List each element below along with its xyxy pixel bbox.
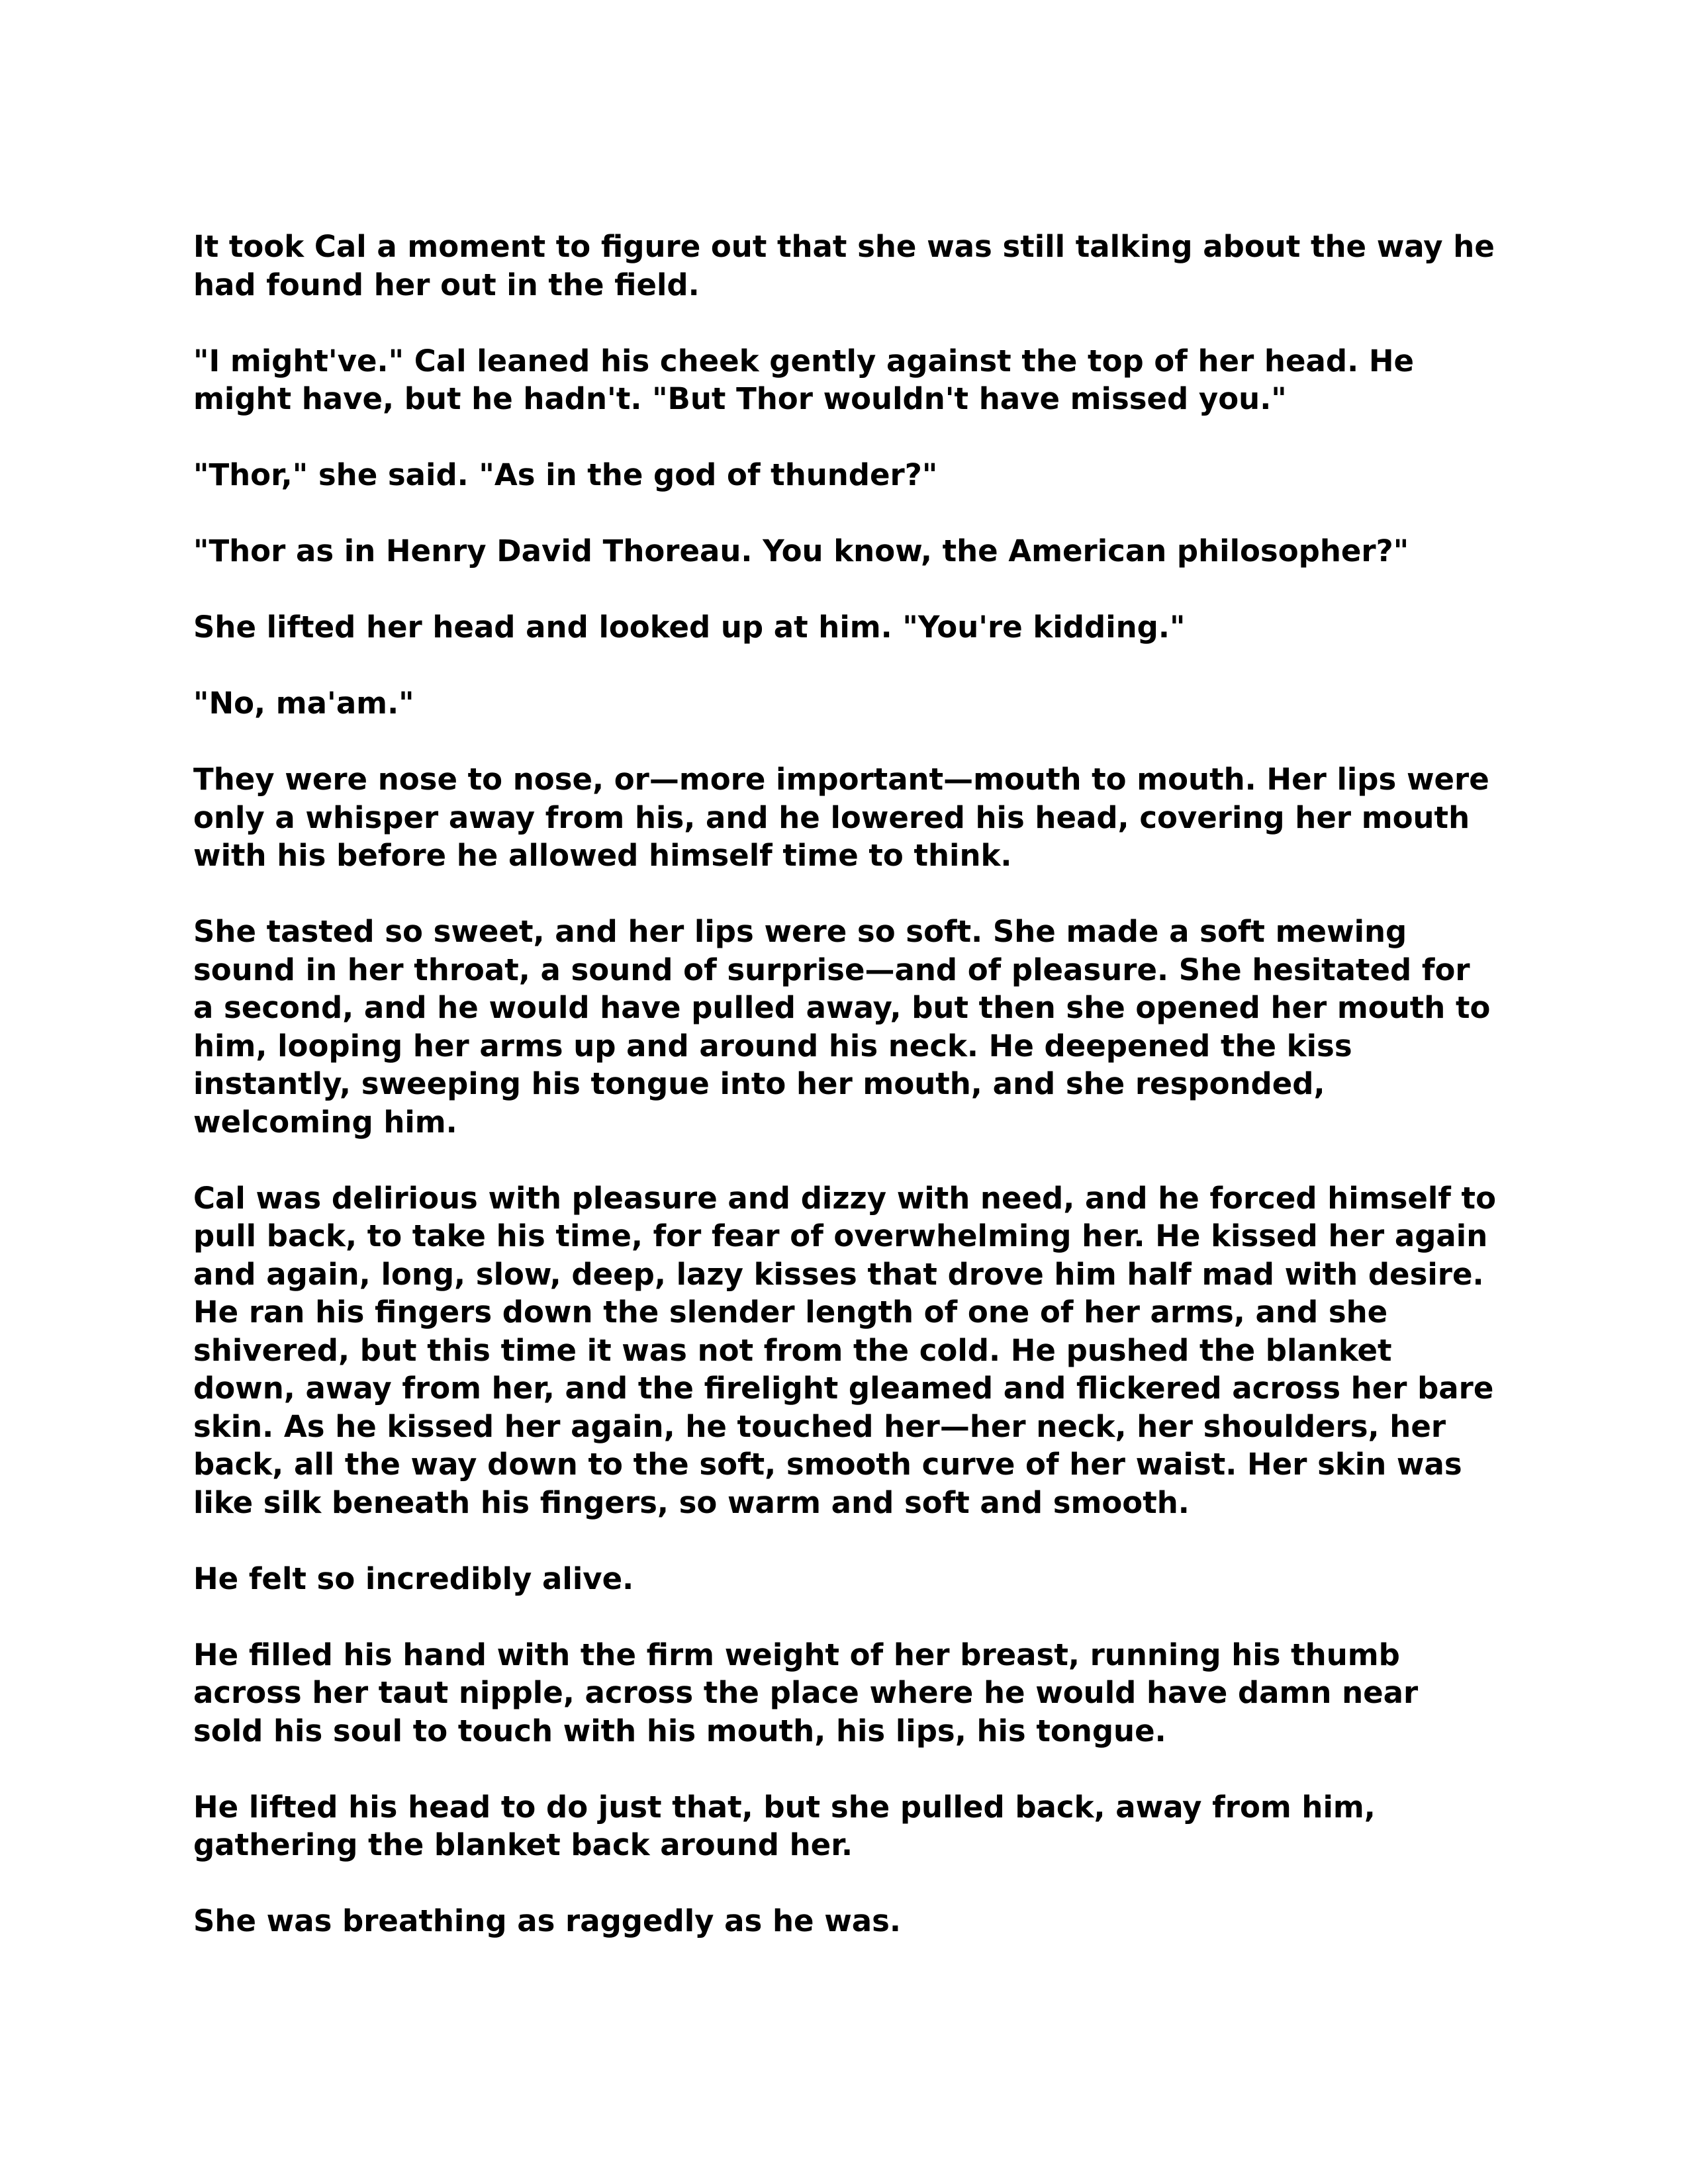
paragraph: Cal was delirious with pleasure and dizzy with need, and he forced himself to pull back, to take his time, for fear of overwhelming her. He kissed her again and again, long, slow, deep, lazy kisses that drove him half mad with desire. He ran his fingers down the slender length of one of her arms, and she shivered, but this time it was not from the cold. He pushed the blanket down, away from her, and the firelight gleamed and flickered across her bare skin. As he kissed her again, he touched her—her neck, her shoulders, her back, all the way down to the soft, smooth curve of her waist. Her skin was like silk beneath his fingers, so warm and soft and smooth. [193, 1180, 1496, 1520]
body-text [193, 228, 1497, 1940]
paragraph: He lifted his head to do just that, but she pulled back, away from him, gathering the blanket back around her. [193, 1789, 1376, 1862]
paragraph: She lifted her head and looked up at him. "You're kidding." [193, 610, 1186, 645]
paragraph: "Thor," she said. "As in the god of thunder?" [193, 457, 938, 492]
paragraph: "No, ma'am." [193, 686, 414, 721]
paragraph: He filled his hand with the firm weight of her breast, running his thumb across her taut nipple, across the place where he would have damn near sold his soul to touch with his mouth, his lips, his tongue. [193, 1637, 1419, 1749]
paragraph: They were nose to nose, or—more important—mouth to mouth. Her lips were only a whisper away from his, and he lowered his head, covering her mouth with his before he allowed himself time to think. [193, 762, 1489, 873]
paragraph: She tasted so sweet, and her lips were so soft. She made a soft mewing sound in her throat, a sound of surprise—and of pleasure. She hesitated for a second, and he would have pulled away, but then she opened her mouth to him, looping her arms up and around his neck. He deepened the kiss instantly, sweeping his tongue into her mouth, and she responded, welcoming him. [193, 914, 1491, 1140]
paragraph: She was breathing as raggedly as he was. [193, 1903, 902, 1938]
paragraph: "I might've." Cal leaned his cheek gently against the top of her head. He might have, but he hadn't. "But Thor wouldn't have missed you." [193, 343, 1415, 416]
paragraph: He felt so incredibly alive. [193, 1561, 634, 1596]
paragraph: It took Cal a moment to figure out that she was still talking about the way he had found her out in the field. [193, 229, 1495, 302]
paragraph: "Thor as in Henry David Thoreau. You know, the American philosopher?" [193, 533, 1409, 569]
